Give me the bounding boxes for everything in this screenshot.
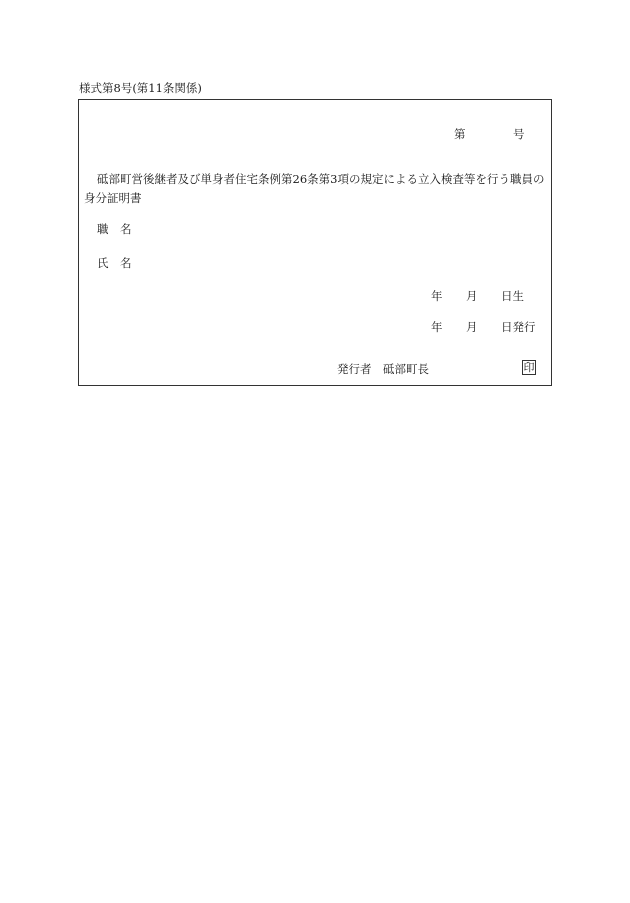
job-title-label: 職 名 bbox=[97, 222, 132, 236]
issue-day-label: 日発行 bbox=[501, 320, 536, 334]
issue-year-label: 年 bbox=[431, 320, 443, 334]
certificate-number-suffix: 号 bbox=[513, 127, 525, 141]
birth-day-label: 日生 bbox=[501, 289, 524, 303]
certificate-title-line1: 砥部町営後継者及び単身者住宅条例第26条第3項の規定による立入検査等を行う職員の bbox=[97, 172, 545, 186]
certificate-title-line2: 身分証明書 bbox=[84, 191, 142, 205]
issue-month-label: 月 bbox=[466, 320, 478, 334]
issuer-label: 発行者 砥部町長 bbox=[337, 362, 429, 376]
birth-month-label: 月 bbox=[466, 289, 478, 303]
certificate-frame bbox=[78, 99, 552, 386]
certificate-number-prefix: 第 bbox=[454, 127, 466, 141]
name-label: 氏 名 bbox=[97, 256, 132, 270]
seal-mark: 印 bbox=[523, 361, 535, 374]
birth-year-label: 年 bbox=[431, 289, 443, 303]
form-number-label: 様式第8号(第11条関係) bbox=[79, 81, 202, 95]
